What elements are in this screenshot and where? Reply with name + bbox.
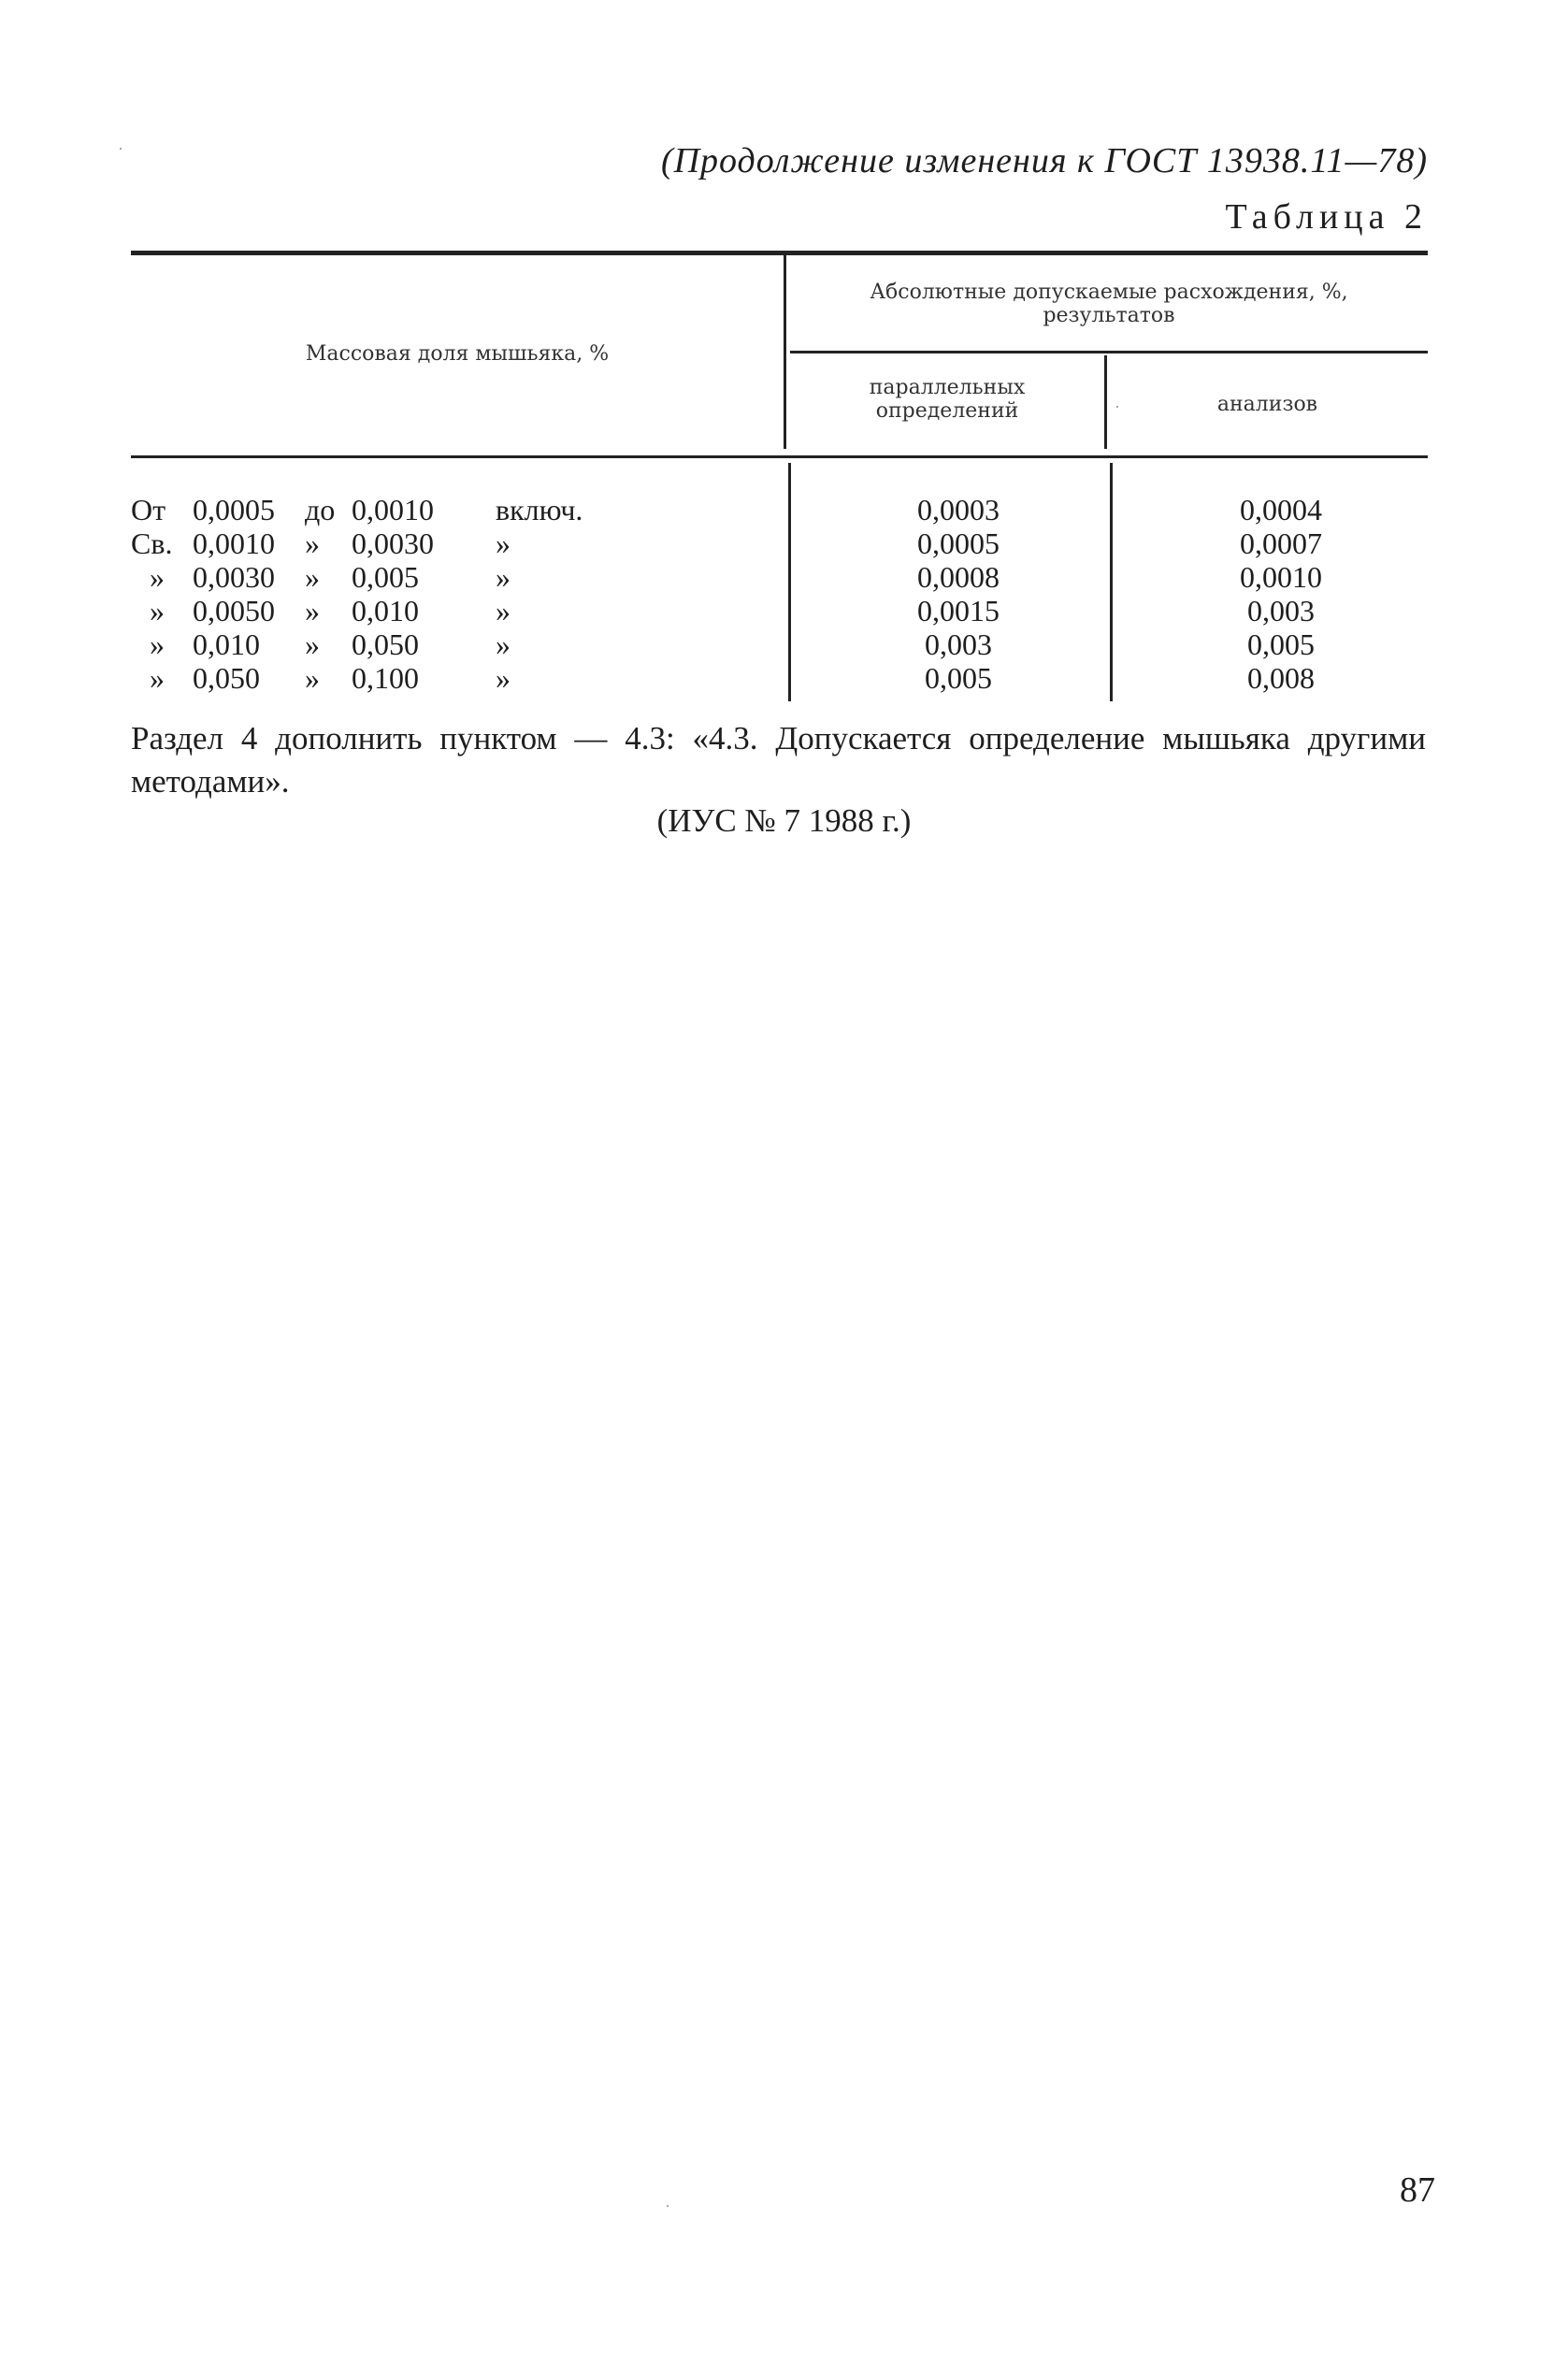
row-parallel: 0,003 (925, 627, 992, 661)
row-prefix: » (150, 661, 165, 695)
row-analyses: 0,0004 (1240, 493, 1322, 526)
row-conj: » (305, 526, 320, 560)
table-label: Таблица 2 (1225, 197, 1428, 237)
row-low: 0,0030 (193, 560, 275, 594)
row-parallel: 0,0003 (917, 493, 1000, 526)
row-high: 0,010 (352, 594, 419, 627)
table-top-rule (131, 251, 1428, 255)
row-prefix: » (150, 560, 165, 594)
row-high: 0,050 (352, 627, 419, 661)
row-high: 0,0030 (352, 526, 434, 560)
row-high: 0,0010 (352, 493, 434, 526)
column-header-analyses: анализов (1216, 393, 1318, 416)
row-suffix: » (496, 526, 511, 560)
row-prefix: » (150, 594, 165, 627)
group-header-line-1: Абсолютные допускаемые расхождения, %, (870, 281, 1348, 304)
column-header-parallel-line-2: определений (875, 399, 1019, 423)
continuation-header: (Продолжение изменения к ГОСТ 13938.11—78) (660, 141, 1428, 180)
row-low: 0,0050 (193, 594, 275, 627)
table-row (131, 627, 1426, 661)
header-bottom-rule (131, 455, 1428, 458)
row-suffix: » (496, 560, 511, 594)
row-analyses: 0,008 (1247, 661, 1315, 695)
column-header-mass-fraction: Массовая доля мышьяка, % (305, 342, 610, 366)
group-header-line-2: результатов (1043, 304, 1175, 327)
row-low: 0,0005 (193, 493, 275, 526)
ius-reference: (ИУС № 7 1988 г.) (656, 802, 912, 839)
row-high: 0,100 (352, 661, 419, 695)
row-analyses: 0,0010 (1240, 560, 1322, 594)
row-parallel: 0,0008 (917, 560, 1000, 594)
row-conj: » (305, 627, 320, 661)
page-number: 87 (1400, 2170, 1435, 2210)
row-suffix: » (496, 594, 511, 627)
row-analyses: 0,005 (1247, 627, 1315, 661)
table-row (131, 594, 1426, 627)
group-header-rule (790, 351, 1428, 353)
row-parallel: 0,0015 (917, 594, 1000, 627)
row-conj: » (305, 560, 320, 594)
header-divider-1 (784, 255, 786, 449)
row-suffix: » (496, 661, 511, 695)
row-prefix: Св. (131, 526, 173, 560)
scan-speck (1116, 406, 1118, 408)
row-conj: до (305, 493, 336, 526)
table-row (131, 661, 1426, 695)
row-suffix: включ. (496, 493, 583, 526)
row-prefix: » (150, 627, 165, 661)
row-low: 0,0010 (193, 526, 275, 560)
row-conj: » (305, 661, 320, 695)
row-prefix: От (131, 493, 166, 526)
scan-speck (120, 148, 122, 150)
scan-speck (667, 2205, 669, 2207)
row-analyses: 0,003 (1247, 594, 1315, 627)
row-low: 0,050 (193, 661, 260, 695)
table-row (131, 493, 1426, 526)
column-header-parallel-line-1: параллельных (869, 376, 1026, 399)
row-parallel: 0,0005 (917, 526, 1000, 560)
row-analyses: 0,0007 (1240, 526, 1322, 560)
row-suffix: » (496, 627, 511, 661)
body-paragraph: Раздел 4 дополнить пунктом — 4.3: «4.3. Допускается определение мышьяка другими методами». (131, 720, 1426, 800)
table-row (131, 526, 1426, 560)
row-high: 0,005 (352, 560, 419, 594)
row-parallel: 0,005 (925, 661, 992, 695)
table-row (131, 560, 1426, 594)
row-conj: » (305, 594, 320, 627)
row-low: 0,010 (193, 627, 260, 661)
